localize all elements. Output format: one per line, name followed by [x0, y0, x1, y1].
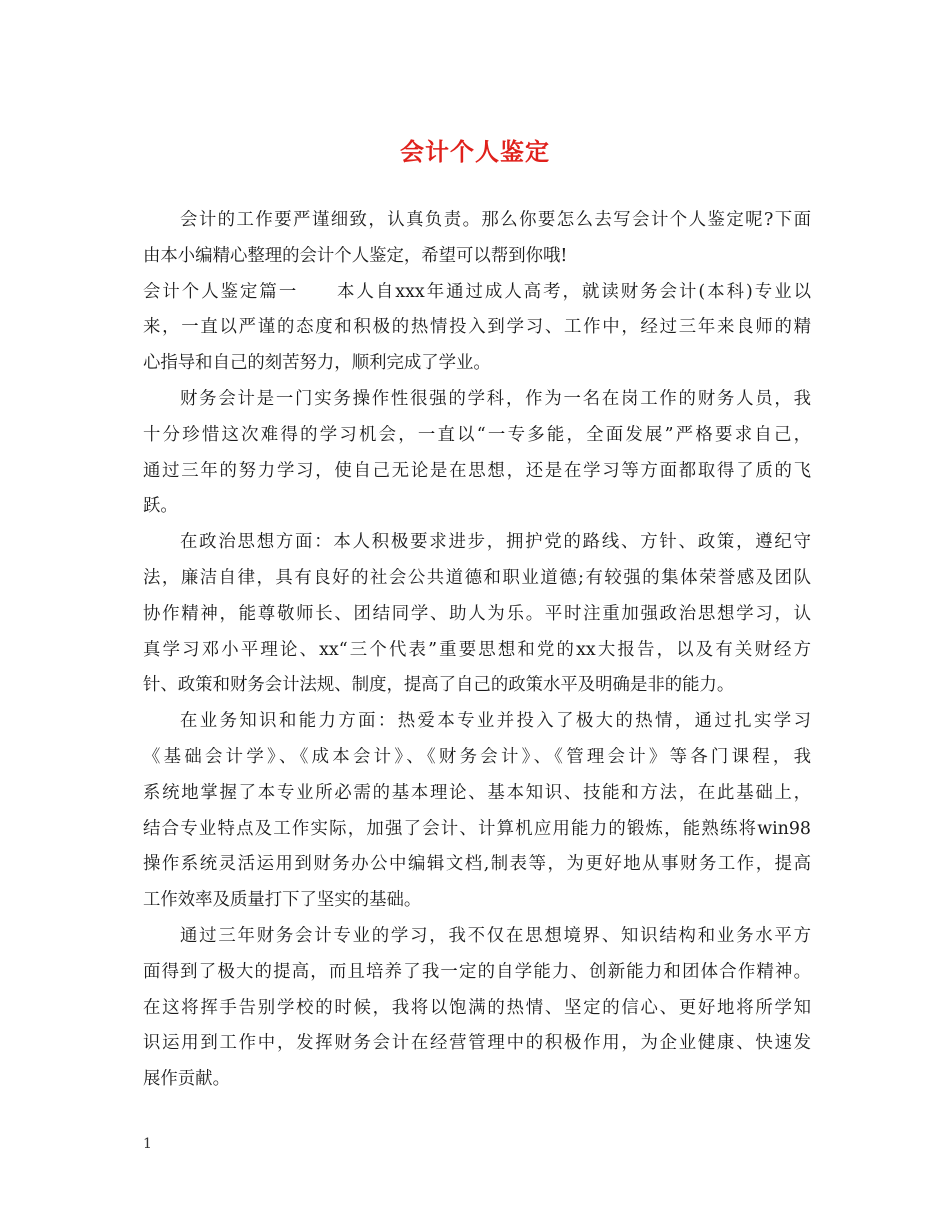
document-body	[143, 203, 811, 1098]
text-line: 展作贡献。	[143, 1069, 230, 1090]
text-line: 法，廉洁自律，具有良好的社会公共道德和职业道德;有较强的集体荣誉感及团队	[143, 567, 811, 588]
text-line: 识运用到工作中，发挥财务会计在经营管理中的积极作用，为企业健康、快速发	[143, 1033, 811, 1054]
text-line: 在这将挥手告别学校的时候，我将以饱满的热情、坚定的信心、更好地将所学知	[143, 997, 811, 1018]
text-line: 跃。	[143, 496, 178, 517]
text-line: 工作效率及质量打下了坚实的基础。	[143, 890, 422, 911]
text-line: 财务会计是一门实务操作性很强的学科，作为一名在岗工作的财务人员，我	[180, 388, 811, 409]
text-line: 《基础会计学》、《成本会计》、《财务会计》、《管理会计》等各门课程，我	[143, 746, 811, 767]
text-line: 会计的工作要严谨细致，认真负责。那么你要怎么去写会计个人鉴定呢?下面	[180, 210, 811, 230]
text-line: 针、政策和财务会计法规、制度，提高了自己的政策水平及明确是非的能力。	[143, 675, 735, 696]
text-line: 在政治思想方面：本人积极要求进步，拥护党的路线、方针、政策，遵纪守	[180, 532, 811, 553]
text-line: 通过三年财务会计专业的学习，我不仅在思想境界、知识结构和业务水平方	[180, 925, 811, 946]
page-number: 1	[143, 1136, 152, 1152]
text-line: 来，一直以严谨的态度和积极的热情投入到学习、工作中，经过三年来良师的精	[143, 317, 811, 338]
text-line: 真学习邓小平理论、xx“三个代表”重要思想和党的xx大报告，以及有关财经方	[143, 639, 811, 660]
text-line: 操作系统灵活运用到财务办公中编辑文档,制表等，为更好地从事财务工作，提高	[143, 854, 811, 875]
document-title: 会计个人鉴定	[400, 137, 550, 166]
text-line: 会计个人鉴定篇一 本人自xxx年通过成人高考，就读财务会计(本科)专业以	[143, 281, 811, 302]
text-line: 协作精神，能尊敬师长、团结同学、助人为乐。平时注重加强政治思想学习，认	[143, 603, 811, 624]
text-line: 结合专业特点及工作实际，加强了会计、计算机应用能力的锻炼，能熟练将win98	[143, 818, 811, 839]
text-line: 系统地掌握了本专业所必需的基本理论、基本知识、技能和方法，在此基础上，	[143, 782, 811, 803]
text-line: 十分珍惜这次难得的学习机会，一直以“一专多能，全面发展”严格要求自己，	[143, 424, 811, 445]
text-line: 由本小编精心整理的会计个人鉴定，希望可以帮到你哦!	[143, 245, 568, 266]
text-line: 在业务知识和能力方面：热爱本专业并投入了极大的热情，通过扎实学习	[180, 711, 811, 732]
text-line: 心指导和自己的刻苦努力，顺利完成了学业。	[143, 353, 491, 374]
text-line: 面得到了极大的提高，而且培养了我一定的自学能力、创新能力和团体合作精神。	[143, 961, 811, 982]
text-line: 通过三年的努力学习，使自己无论是在思想，还是在学习等方面都取得了质的飞	[143, 460, 811, 481]
